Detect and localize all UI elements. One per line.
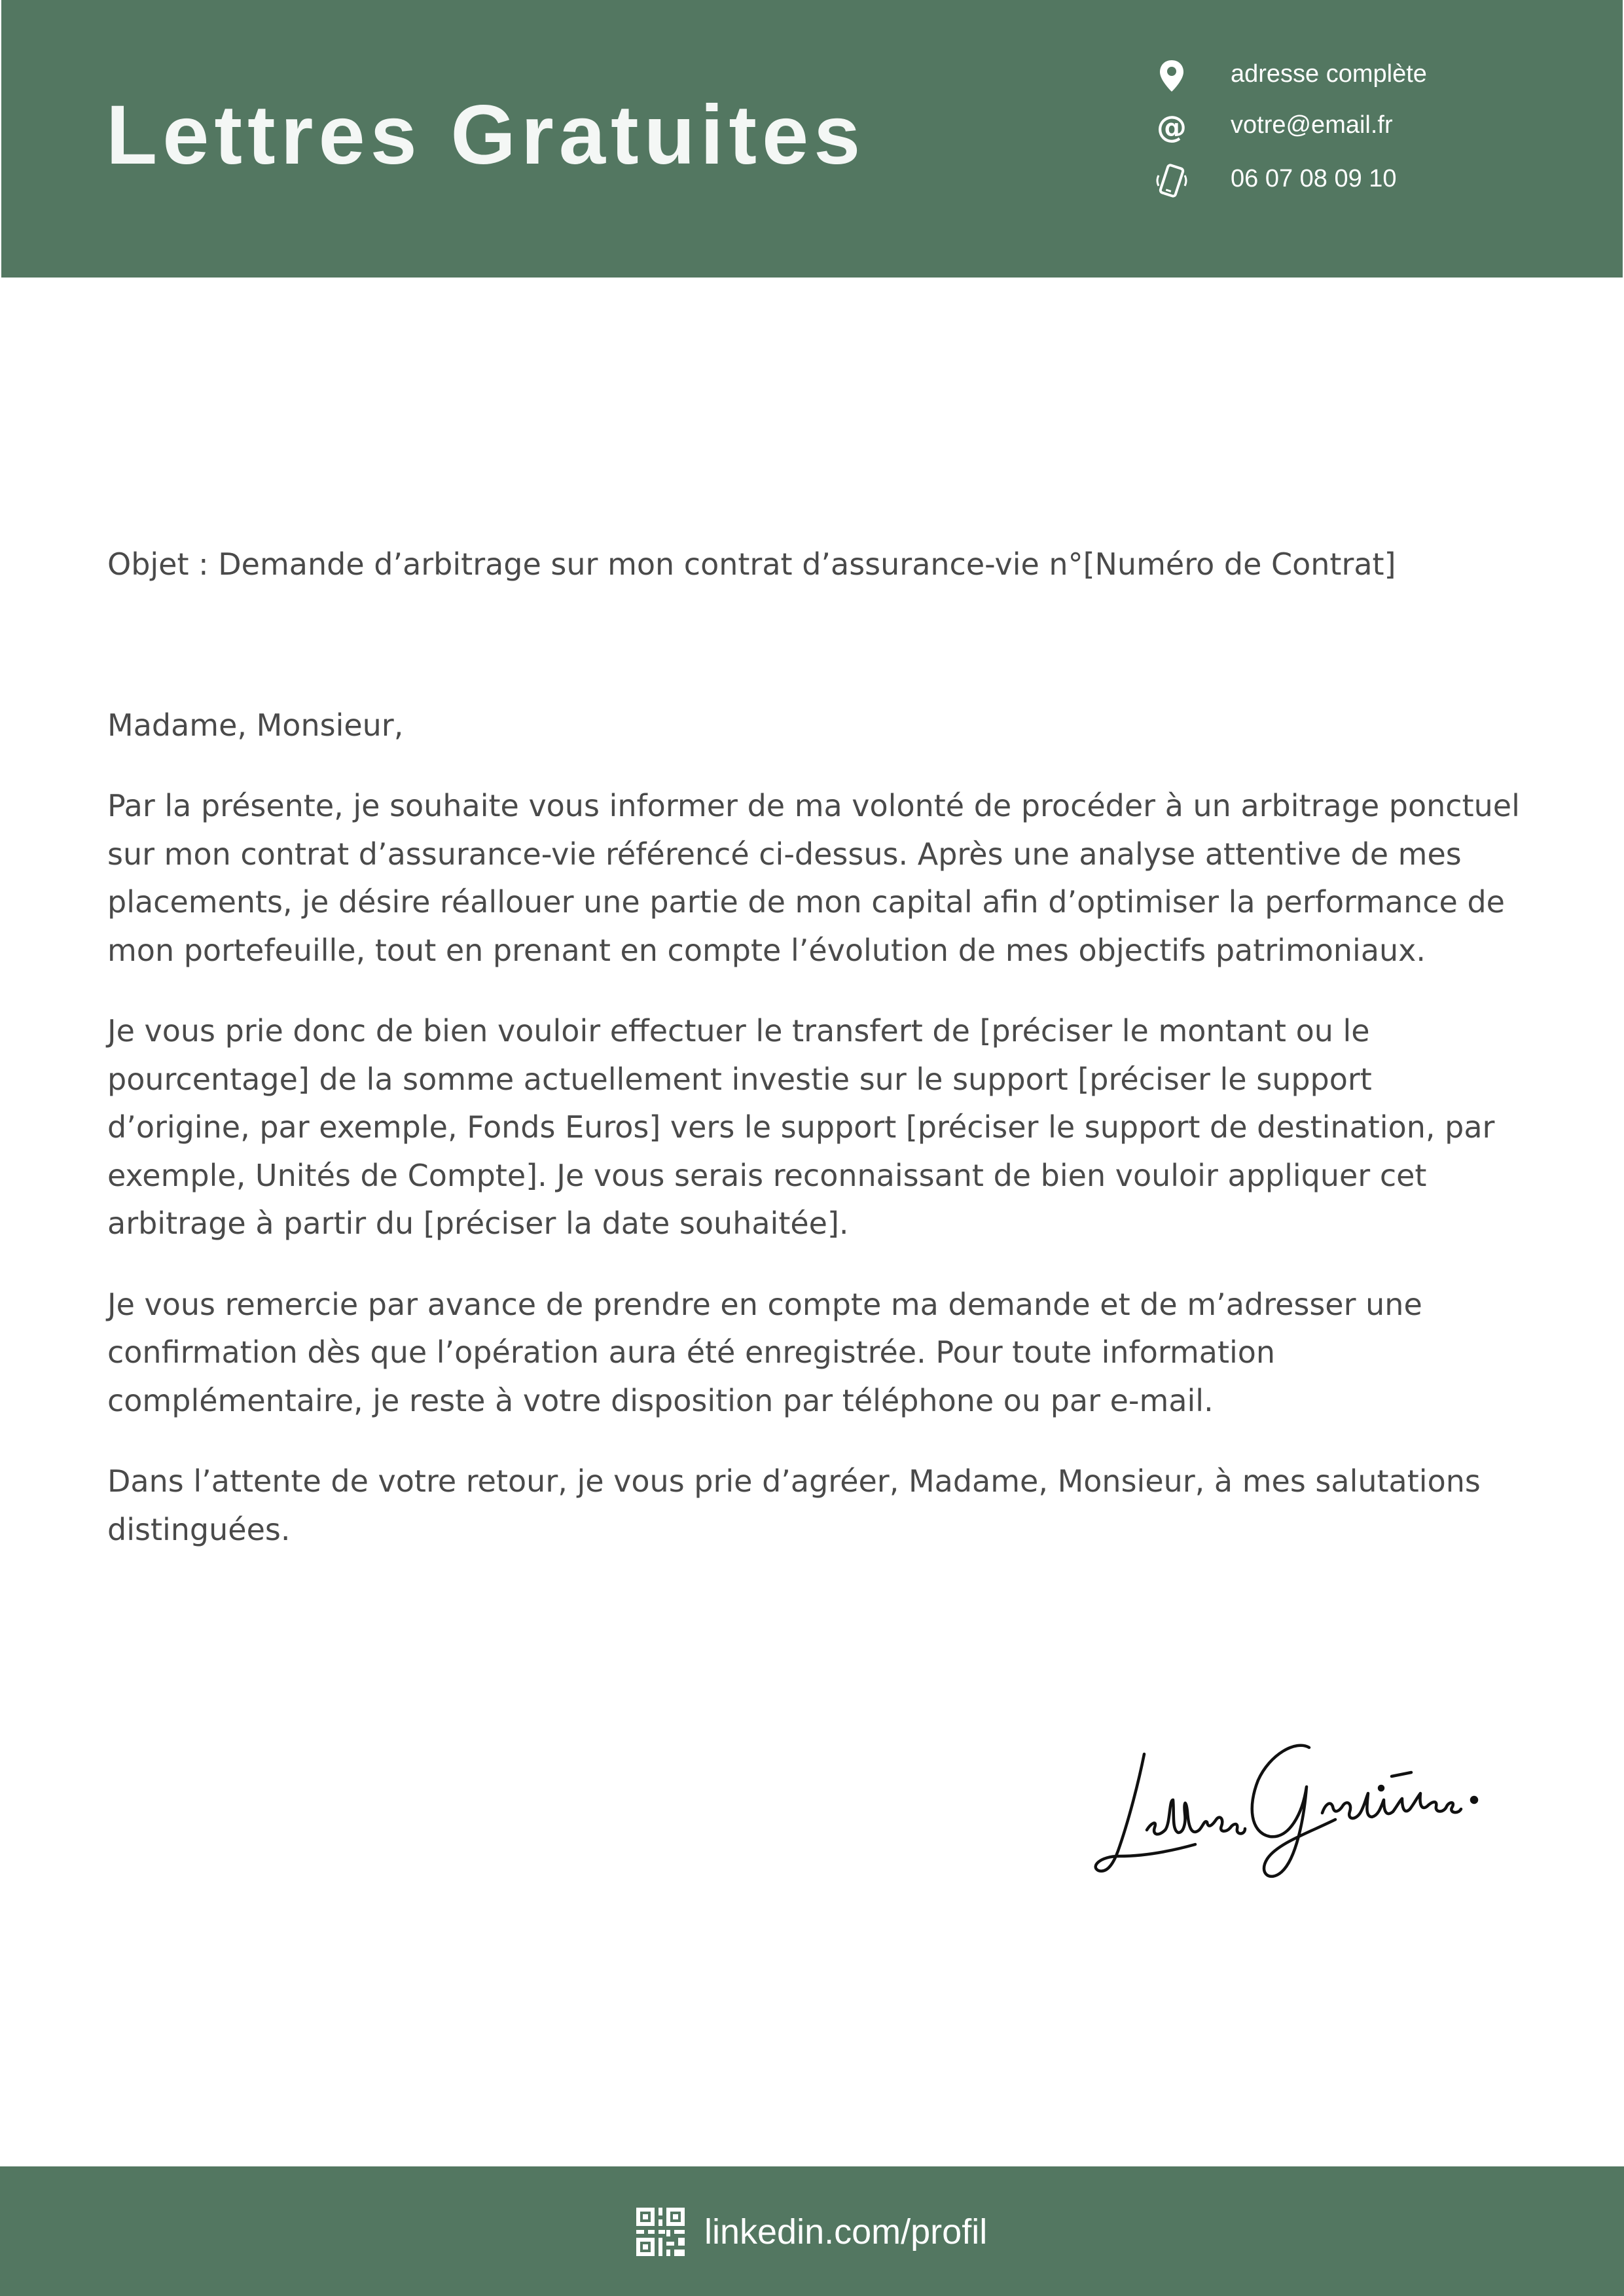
letter-subject: Objet : Demande d’arbitrage sur mon contrat d’assurance-vie n°[Numéro de Contrat]: [107, 547, 1396, 582]
handwritten-signature: [1074, 1702, 1492, 1885]
at-sign-icon: @: [1157, 109, 1187, 145]
letter-paragraph: Par la présente, je souhaite vous informer de ma volonté de procéder à un arbitrage ponctuel sur mon contrat d’assurance-vie référencé ci-dessus. Après une analyse attentive de mes placements, je désire réallouer une partie de mon capital afin d’optimiser la performance de mon portefeuille, tout en prenant en compte l’évolution de mes objectifs patrimoniaux.: [107, 788, 1520, 968]
letter-salutation: Madame, Monsieur,: [107, 707, 404, 743]
contact-address: [1151, 51, 1609, 97]
contact-email: [1151, 102, 1609, 148]
email-text[interactable]: votre@email.fr: [1231, 111, 1393, 139]
brand-name: Lettres Gratuites: [106, 88, 866, 182]
address-text: adresse complète: [1231, 60, 1427, 88]
qr-code-icon: [636, 2208, 685, 2256]
phone-text: 06 07 08 09 10: [1231, 165, 1397, 192]
contact-phone: [1151, 156, 1609, 202]
header-band: [1, 0, 1623, 278]
letter-body: [107, 541, 1521, 1554]
letter-paragraph: Je vous prie donc de bien vouloir effectuer le transfert de [préciser le montant ou le pourcentage] de la somme actuellement investie sur le support [préciser le support d’origine, par exemple, Fonds Euros] vers le support [préciser le support de destination, par exemple, Unités de Compte]. Je vous serais reconnaissant de bien vouloir appliquer cet arbitrage à partir du [préciser la date souhaitée].: [107, 1013, 1495, 1241]
mobile-phone-icon: [1151, 161, 1193, 200]
linkedin-link[interactable]: linkedin.com/profil: [704, 2212, 988, 2251]
letter-paragraph: Dans l’attente de votre retour, je vous prie d’agréer, Madame, Monsieur, à mes salutations distinguées.: [107, 1463, 1481, 1547]
footer-band: [0, 2166, 1624, 2296]
footer-contact: [636, 2206, 987, 2258]
location-pin-icon: [1151, 56, 1193, 96]
letter-paragraph: Je vous remercie par avance de prendre en compte ma demande et de m’adresser une confirmation dès que l’opération aura été enregistrée. Pour toute information complémentaire, je reste à votre disposition par téléphone ou par e-mail.: [107, 1286, 1422, 1418]
